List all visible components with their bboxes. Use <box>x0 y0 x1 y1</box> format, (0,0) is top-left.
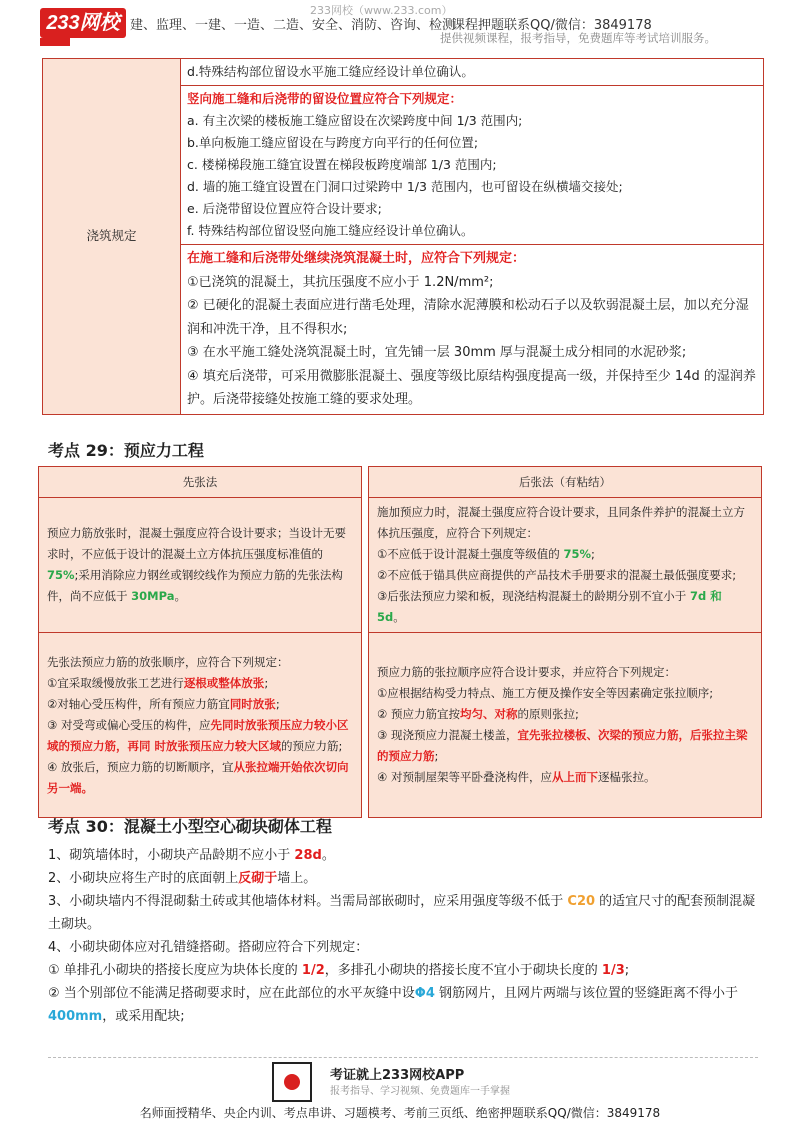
logo-accent <box>40 38 70 46</box>
masonry-item-5: ① 单排孔小砌块的搭接长度应为块体长度的 1/2，多排孔小砌块的搭接长度不宜小于砌块长度的 1/3; <box>48 963 630 978</box>
pretension-header: 先张法 <box>39 467 362 498</box>
posttension-strength: 施加预应力时，混凝土强度应符合设计要求，且同条件养护的混凝土立方体抗压强度，应符合下列规定： ①不应低于设计混凝土强度等级值的 75%; ②不应低于锚具供应商提供的产品技术手册要求的混凝土最低强度要求; ③后张法预应力梁和板，现浇结构混凝土的龄期分别不宜小于 7d 和 5d。 <box>369 498 762 633</box>
header-services: 提供视频课程，报考指导，免费题库等考试培训服务。 <box>440 31 716 45</box>
brand-logo[interactable]: 233网校 <box>40 8 126 38</box>
masonry-item-4: 4、小砌块砌体应对孔错缝搭砌。搭砌应符合下列规定： <box>48 940 369 955</box>
posttension-header: 后张法（有粘结） <box>369 467 762 498</box>
masonry-item-1: 1、砌筑墙体时，小砌块产品龄期不应小于 28d。 <box>48 848 335 863</box>
footer-divider <box>48 1057 758 1058</box>
masonry-item-3: 3、小砌块墙内不得混砌黏土砖或其他墙体材料。当需局部嵌砌时，应采用强度等级不低于 C20 的适宜尺寸的配套预制混凝土砌块。 <box>48 894 756 932</box>
masonry-item-2: 2、小砌块应将生产时的底面朝上反砌于墙上。 <box>48 871 317 886</box>
header-watermark: 233网校（www.233.com） <box>310 4 453 17</box>
pouring-rules-table <box>42 58 764 415</box>
posttension-tension-order: 预应力筋的张拉顺序应符合设计要求，并应符合下列规定： ①应根据结构受力特点、施工方便及操作安全等因素确定张拉顺序; ② 预应力筋宜按均匀、对称的原则张拉; ③ 现浇预应力混凝土楼盖，宜先张拉楼板、次梁的预应力筋，后张拉主梁的预应力筋; ④ 对预制屋架等平卧叠浇构件，应从上而下逐榀张拉。 <box>369 633 762 818</box>
prestress-table <box>38 466 762 818</box>
header-exam-list: 建、监理、一建、一造、二造、安全、消防、咨询、检测 <box>130 18 456 33</box>
footer-app-subtitle: 报考指导、学习视频、免费题库一手掌握 <box>330 1086 510 1097</box>
row-label: 浇筑规定 <box>43 59 181 415</box>
masonry-body <box>48 844 760 1028</box>
pretension-release-order: 先张法预应力筋的放张顺序，应符合下列规定： ①宜采取缓慢放张工艺进行逐根或整体放张; ②对轴心受压构件，所有预应力筋宜同时放张; ③ 对受弯或偏心受压的构件，应先同时放张预压应力较小区域的预应力筋，再同 时放张预压应力较大区域的预应力筋; ④ 放张后，预应力筋的切断顺序，宜从张拉端开始依次切向另一端。 <box>39 633 362 818</box>
footer-contact-line: 名师面授精华、央企内训、考点串讲、习题模考、考前三页纸、绝密押题联系QQ/微信：3849178 <box>139 1106 661 1120</box>
vertical-joint-rules: 竖向施工缝和后浇带的留设位置应符合下列规定： a. 有主次梁的楼板施工缝应留设在次梁跨度中间 1/3 范围内; b.单向板施工缝应留设在与跨度方向平行的任何位置; c. 楼梯梯段施工缝宜设置在梯段板跨度端部 1/3 范围内; d. 墙的施工缝宜设置在门洞口过梁跨中 1/3 范围内，也可留设在纵横墙交接处; e. 后浇带留设位置应符合设计要求; f. 特殊结构部位留设竖向施工缝应经设计单位确认。 <box>181 86 764 245</box>
continue-pouring-rules: 在施工缝和后浇带处继续浇筑混凝土时，应符合下列规定： ①已浇筑的混凝土，其抗压强度不应小于 1.2N/mm²; ② 已硬化的混凝土表面应进行凿毛处理，清除水泥薄膜和松动石子以及软弱混凝土层，加以充分湿润和冲洗干净，且不得积水; ③ 在水平施工缝处浇筑混凝土时，宜先铺一层 30mm 厚与混凝土成分相同的水泥砂浆; ④ 填充后浇带，可采用微膨胀混凝土、强度等级比原结构强度提高一级，并保持至少 14d 的湿润养护。后浇带接缝处按施工缝的要求处理。 <box>181 245 764 415</box>
header-contact: 课程押题联系QQ/微信：3849178 <box>452 18 652 33</box>
pretension-strength: 预应力筋放张时，混凝土强度应符合设计要求；当设计无要求时，不应低于设计的混凝土立方体抗压强度标准值的75%;采用消除应力钢丝或钢绞线作为预应力筋的先张法构件，尚不应低于 30MPa。 <box>39 498 362 633</box>
masonry-item-6: ② 当个别部位不能满足搭砌要求时，应在此部位的水平灰缝中设Φ4 钢筋网片，且网片两端与该位置的竖缝距离不得小于 400mm，或采用配块; <box>48 986 739 1024</box>
page-header <box>0 0 800 50</box>
qr-code-icon[interactable] <box>272 1062 312 1102</box>
horizontal-joint-note: d.特殊结构部位留设水平施工缝应经设计单位确认。 <box>181 59 764 86</box>
section-title-29: 考点 29：预应力工程 <box>48 441 204 460</box>
footer-app-title: 考证就上233网校APP <box>330 1068 465 1083</box>
section-title-30: 考点 30：混凝土小型空心砌块砌体工程 <box>48 817 332 836</box>
